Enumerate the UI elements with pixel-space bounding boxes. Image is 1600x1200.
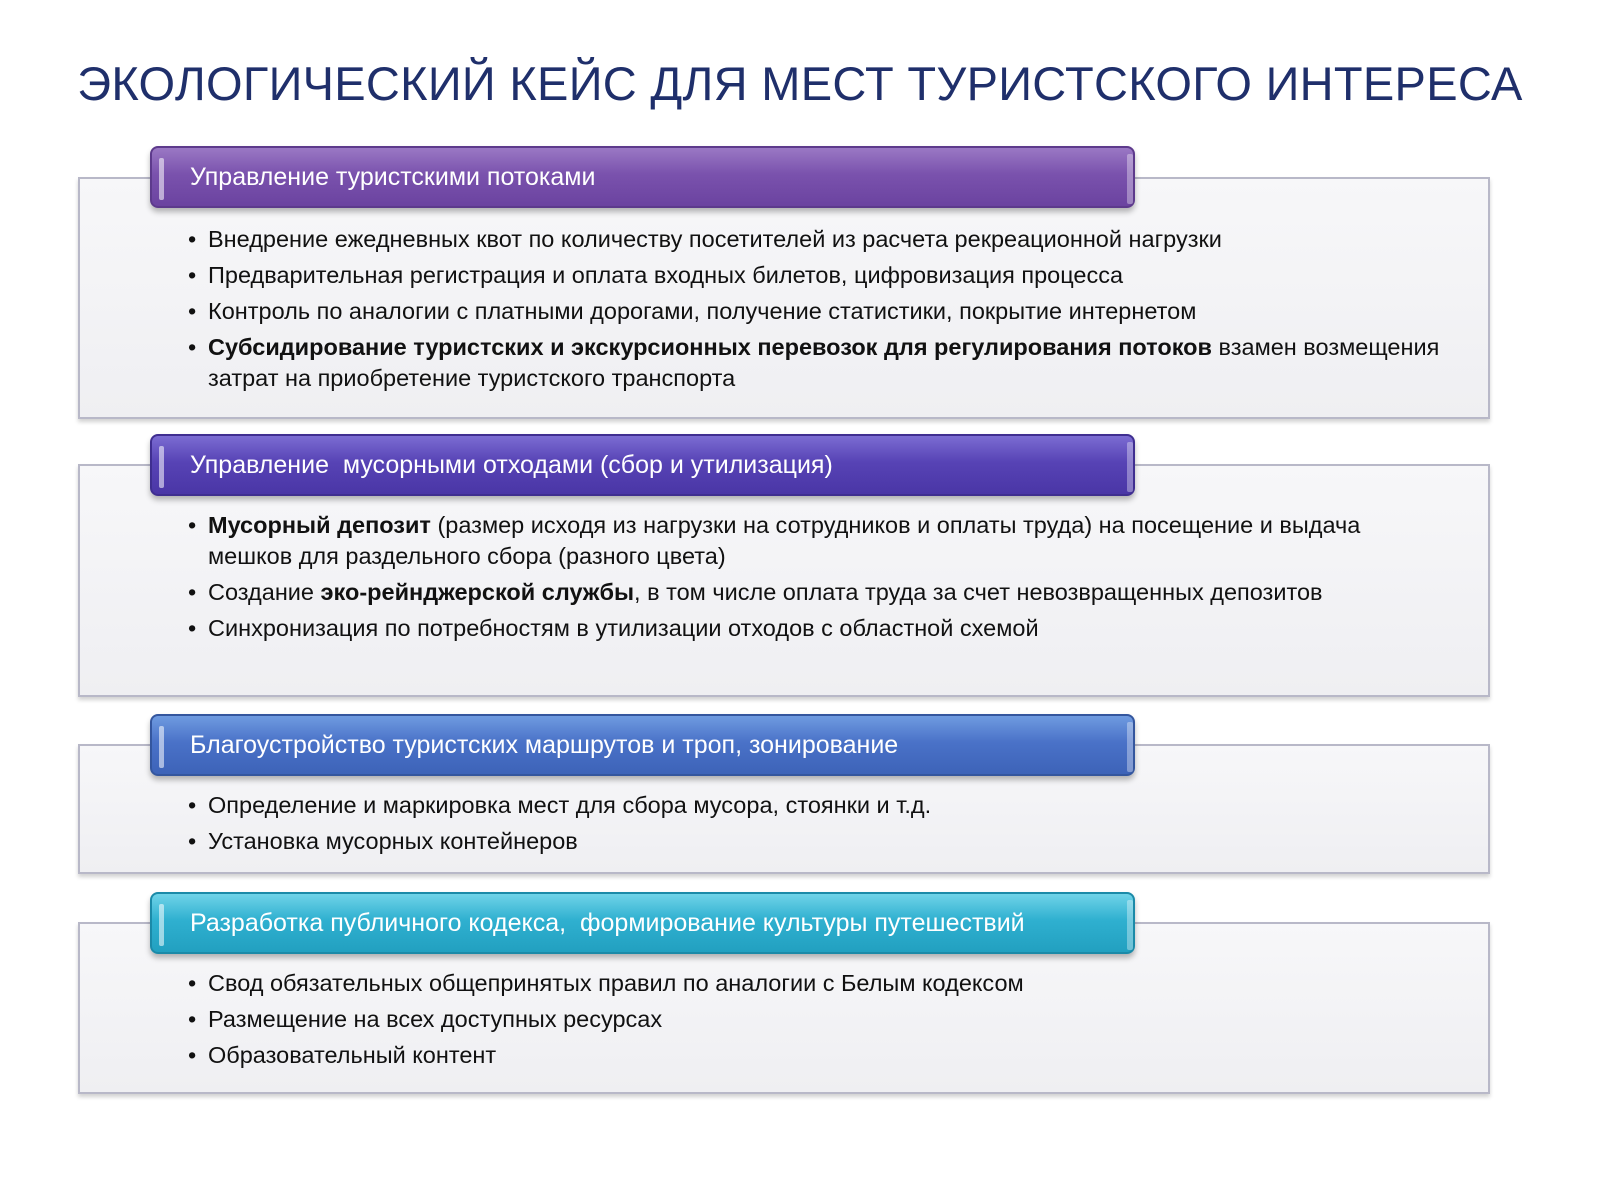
list-item: • Предварительная регистрация и оплата входных билетов, цифровизация процесса [188, 260, 1448, 291]
page-title: ЭКОЛОГИЧЕСКИЙ КЕЙС ДЛЯ МЕСТ ТУРИСТСКОГО ИНТЕРЕСА [77, 57, 1523, 110]
list-item: • Определение и маркировка мест для сбора мусора, стоянки и т.д. [188, 790, 1448, 821]
header-accent [159, 446, 164, 488]
bold-text: эко-рейнджерской службы [320, 579, 635, 605]
header-accent [159, 726, 164, 768]
section-public-code [78, 892, 1490, 1102]
header-accent-right [1127, 154, 1133, 204]
list-item: • Образовательный контент [188, 1040, 1448, 1071]
section-header [150, 146, 1135, 208]
section-tourist-flows [78, 146, 1490, 426]
bullet-list [188, 224, 1448, 399]
bullet-list [188, 968, 1448, 1076]
bold-text: Мусорный депозит [208, 512, 431, 538]
header-accent-right [1127, 900, 1133, 950]
section-header-label: Управление туристскими потоками [190, 162, 596, 191]
section-header [150, 892, 1135, 954]
list-item: • Внедрение ежедневных квот по количеству посетителей из расчета рекреационной нагрузки [188, 224, 1448, 255]
list-item: • Субсидирование туристских и экскурсионных перевозок для регулирования потоков взамен возмещения затрат на приобретение туристского транспорта [188, 332, 1448, 394]
list-item: • Размещение на всех доступных ресурсах [188, 1004, 1448, 1035]
section-header-label: Управление мусорными отходами (сбор и утилизация) [190, 450, 833, 479]
list-item: • Свод обязательных общепринятых правил по аналогии с Белым кодексом [188, 968, 1448, 999]
section-header-label: Благоустройство туристских маршрутов и троп, зонирование [190, 730, 899, 759]
header-accent [159, 158, 164, 200]
section-waste-management [78, 434, 1490, 704]
list-item: • Создание эко-рейнджерской службы, в том числе оплата труда за счет невозвращенных депозитов [188, 577, 1448, 608]
bullet-list [188, 510, 1448, 649]
list-item: • Синхронизация по потребностям в утилизации отходов с областной схемой [188, 613, 1448, 644]
list-item: • Контроль по аналогии с платными дорогами, получение статистики, покрытие интернетом [188, 296, 1448, 327]
header-accent-right [1127, 722, 1133, 772]
section-header [150, 434, 1135, 496]
bold-text: Субсидирование туристских и экскурсионных перевозок для регулирования потоков [208, 334, 1212, 360]
header-accent [159, 904, 164, 946]
section-header-label: Разработка публичного кодекса, формирование культуры путешествий [190, 908, 1025, 937]
list-item: • Мусорный депозит (размер исходя из нагрузки на сотрудников и оплаты труда) на посещение и выдача мешков для раздельного сбора (разного цвета) [188, 510, 1448, 572]
list-item: • Установка мусорных контейнеров [188, 826, 1448, 857]
section-header [150, 714, 1135, 776]
header-accent-right [1127, 442, 1133, 492]
section-route-improvement [78, 714, 1490, 880]
bullet-list [188, 790, 1448, 862]
